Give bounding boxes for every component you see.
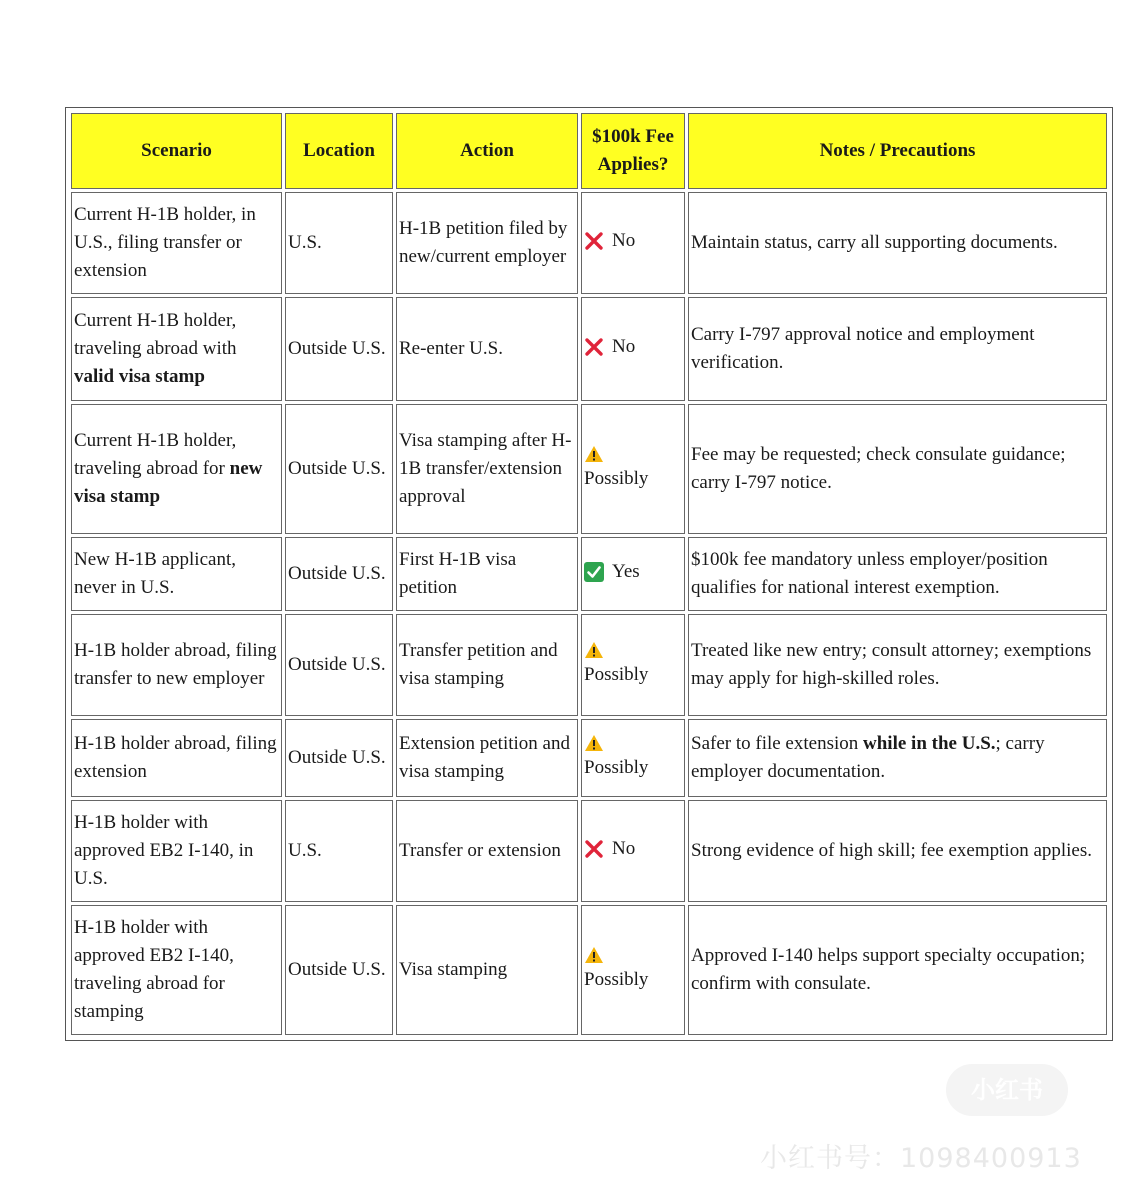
table-row [71, 537, 1107, 611]
scenario-emphasis: valid visa stamp [74, 366, 205, 387]
check-icon [584, 562, 604, 582]
table-row [71, 800, 1107, 902]
header-scenario: Scenario [71, 113, 282, 189]
warning-icon [584, 445, 682, 463]
table-row [71, 614, 1107, 716]
x-icon [584, 337, 604, 357]
warning-icon [584, 641, 682, 659]
cell-location: Outside U.S. [285, 537, 393, 611]
cell-location: Outside U.S. [285, 614, 393, 716]
cell-action: Visa stamping after H-1B transfer/extension approval [396, 404, 578, 534]
cell-scenario [71, 297, 282, 401]
cell-scenario: H-1B holder abroad, filing transfer to new employer [71, 614, 282, 716]
watermark-id: 小红书号：1098400913 [760, 1143, 1082, 1174]
cell-location: Outside U.S. [285, 404, 393, 534]
cell-fee [581, 404, 685, 534]
notes-text: Safer to file extension [691, 733, 864, 754]
cell-notes: Maintain status, carry all supporting documents. [688, 192, 1107, 294]
fee-value: Yes [612, 560, 640, 582]
cell-action: Extension petition and visa stamping [396, 719, 578, 797]
warning-icon [584, 946, 682, 964]
table-row [71, 719, 1107, 797]
warning-icon [584, 734, 682, 752]
fee-value: Possibly [584, 969, 649, 990]
fee-value: No [612, 837, 636, 859]
cell-fee [581, 297, 685, 401]
cell-notes: Strong evidence of high skill; fee exemption applies. [688, 800, 1107, 902]
cell-fee [581, 905, 685, 1035]
cell-action: Transfer petition and visa stamping [396, 614, 578, 716]
cell-scenario: H-1B holder abroad, filing extension [71, 719, 282, 797]
fee-value: No [612, 229, 636, 251]
fee-value: Possibly [584, 664, 649, 685]
header-action: Action [396, 113, 578, 189]
h1b-fee-table [68, 110, 1110, 1038]
table-row [71, 905, 1107, 1035]
watermark-logo: 小红书 [946, 1064, 1068, 1116]
header-location: Location [285, 113, 393, 189]
x-icon [584, 839, 604, 859]
cell-scenario [71, 404, 282, 534]
scenario-text: Current H-1B holder, traveling abroad for [74, 430, 237, 479]
notes-text-end: ; carry employer documentation. [691, 733, 1045, 782]
cell-notes [688, 719, 1107, 797]
fee-value: Possibly [584, 757, 649, 778]
precautions-table-frame [65, 107, 1113, 1041]
x-icon [584, 231, 604, 251]
cell-fee [581, 537, 685, 611]
cell-action: Re-enter U.S. [396, 297, 578, 401]
header-fee-line1: $100k Fee [592, 126, 674, 147]
cell-scenario: H-1B holder with approved EB2 I-140, in U.S. [71, 800, 282, 902]
cell-notes: Approved I-140 helps support specialty occupation; confirm with consulate. [688, 905, 1107, 1035]
scenario-text: Current H-1B holder, traveling abroad with [74, 310, 237, 359]
fee-value: Possibly [584, 468, 649, 489]
header-fee-line2: Applies? [597, 154, 669, 175]
table-row [71, 192, 1107, 294]
cell-scenario: Current H-1B holder, in U.S., filing transfer or extension [71, 192, 282, 294]
cell-location: U.S. [285, 800, 393, 902]
cell-location: U.S. [285, 192, 393, 294]
table-header-row [71, 113, 1107, 189]
cell-action: H-1B petition filed by new/current employer [396, 192, 578, 294]
notes-emphasis: while in the U.S. [863, 733, 996, 754]
cell-action: Visa stamping [396, 905, 578, 1035]
cell-notes: Carry I-797 approval notice and employment verification. [688, 297, 1107, 401]
cell-fee [581, 614, 685, 716]
cell-scenario: H-1B holder with approved EB2 I-140, traveling abroad for stamping [71, 905, 282, 1035]
header-fee [581, 113, 685, 189]
table-row [71, 404, 1107, 534]
cell-fee [581, 192, 685, 294]
cell-notes: Treated like new entry; consult attorney; exemptions may apply for high-skilled roles. [688, 614, 1107, 716]
cell-location: Outside U.S. [285, 719, 393, 797]
cell-fee [581, 800, 685, 902]
cell-scenario: New H-1B applicant, never in U.S. [71, 537, 282, 611]
cell-action: First H-1B visa petition [396, 537, 578, 611]
cell-action: Transfer or extension [396, 800, 578, 902]
table-row [71, 297, 1107, 401]
cell-notes: $100k fee mandatory unless employer/position qualifies for national interest exemption. [688, 537, 1107, 611]
cell-notes: Fee may be requested; check consulate guidance; carry I-797 notice. [688, 404, 1107, 534]
scenario-emphasis: new visa stamp [74, 458, 263, 507]
cell-location: Outside U.S. [285, 297, 393, 401]
cell-location: Outside U.S. [285, 905, 393, 1035]
header-notes: Notes / Precautions [688, 113, 1107, 189]
cell-fee [581, 719, 685, 797]
fee-value: No [612, 335, 636, 357]
